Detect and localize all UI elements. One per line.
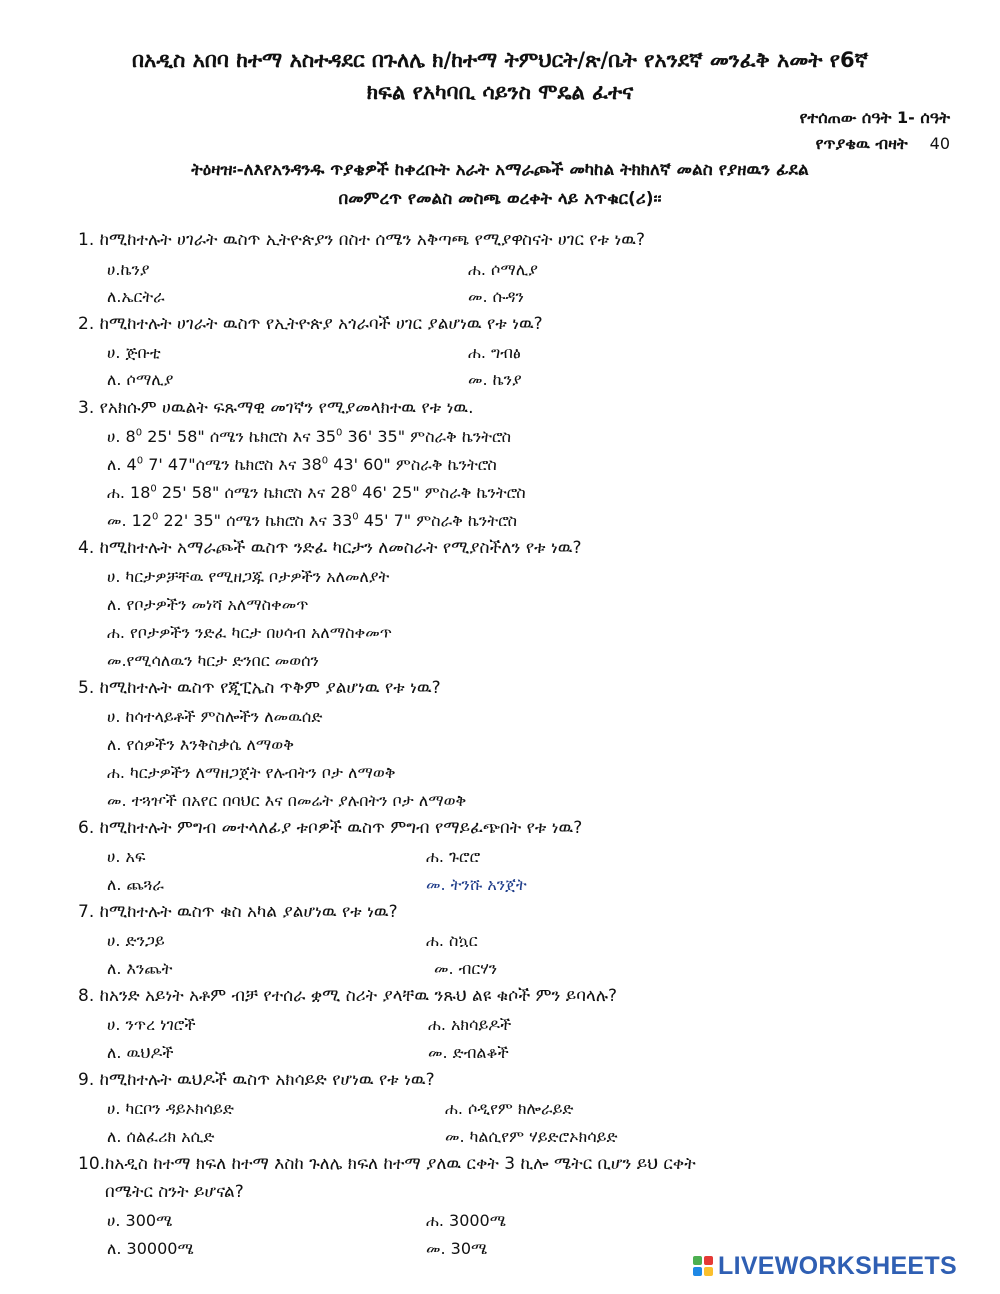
q1-option-c[interactable]: ሐ. ሶማሊያ <box>468 260 538 279</box>
q9-option-d[interactable]: መ. ካልሲየም ሃይድሮኦክሳይድ <box>445 1127 618 1146</box>
q10-option-c[interactable]: ሐ. 3000ሜ <box>426 1211 506 1230</box>
q3-c-part3: 46' 25" ምስራቅ ኬንትሮስ <box>357 483 526 502</box>
q8-option-b[interactable]: ለ. ዉህዶች <box>107 1043 174 1062</box>
instruction-line1: ትዕዛዝ፡-ለእየአንዳንዱ ጥያቄዎች ከቀረቡት አራት አማራጮች መካከል ትክክለኛ መልስ የያዘዉን ፊደል <box>191 160 809 180</box>
question-10: 10.ከአዲስ ከተማ ክፍለ ከተማ እስከ ጉለሌ ክፍለ ከተማ ያለዉ ርቀት 3 ኪሎ ሜትር ቢሆን ይህ ርቀት <box>78 1154 696 1174</box>
q10-option-a[interactable]: ሀ. 300ሜ <box>107 1211 173 1230</box>
q10-option-d[interactable]: መ. 30ሜ <box>426 1239 488 1258</box>
q3-c-part1: ሐ. 18 <box>107 483 151 502</box>
q4-option-a[interactable]: ሀ. ካርታዎቻቸዉ የሚዘጋጁ ቦታዎችን አለመለያት <box>107 567 390 586</box>
q3-d-part2: 22' 35" ሰሜን ኬክሮስ እና 33 <box>158 511 353 530</box>
instruction-line2: በመምረጥ የመልስ መስጫ ወረቀት ላይ አጥቁር(ሪ)፡፡ <box>338 189 662 209</box>
q3-option-c[interactable] <box>107 483 526 503</box>
q9-option-b[interactable]: ለ. ሰልፈሪክ አሲድ <box>107 1127 215 1146</box>
exam-title-line1: በአዲስ አበባ ከተማ አስተዳደር በጉለሌ ክ/ከተማ ትምህርት/ጽ/ቤት የአንደኛ መንፈቅ አመት የ6ኛ <box>131 48 869 72</box>
q3-a-part1: ሀ. 8 <box>107 427 136 446</box>
degree-sup: 0 <box>136 455 144 467</box>
degree-sup: 0 <box>350 483 358 495</box>
q1-option-d[interactable]: መ. ሱዳን <box>468 287 524 306</box>
degree-sup: 0 <box>336 427 343 439</box>
question-2: 2. ከሚከተሉት ሀገራት ዉስጥ የኢትዮጵያ አጎራባች ሀገር ያልሆነዉ የቱ ነዉ? <box>78 314 543 334</box>
question-count <box>816 134 950 154</box>
question-6: 6. ከሚከተሉት ምግብ መተላለፊያ ቱቦዎች ዉስጥ ምግብ የማይፈጭበት የቱ ነዉ? <box>78 818 583 838</box>
q7-option-b[interactable]: ለ. እንጨት <box>107 959 173 978</box>
question-count-value: 40 <box>929 134 950 153</box>
q6-option-c[interactable]: ሐ. ጉሮሮ <box>426 847 481 866</box>
liveworksheets-wordmark: LIVEWORKSHEETS <box>718 1251 957 1280</box>
q5-option-a[interactable]: ሀ. ከሳተላይቶች ምስሎችን ለመዉሰድ <box>107 707 323 726</box>
q3-b-part2: 7' 47"ሰሜን ኬክሮስ እና 38 <box>143 455 322 474</box>
q3-a-part3: 36' 35" ምስራቅ ኬንትሮስ <box>342 427 511 446</box>
q6-option-b[interactable]: ለ. ጨጓራ <box>107 875 164 894</box>
logo-square-icon <box>693 1267 702 1276</box>
q3-option-d[interactable] <box>107 511 517 531</box>
degree-sup: 0 <box>352 511 359 523</box>
q4-option-d[interactable]: መ.የሚሳለዉን ካርታ ድንበር መወሰን <box>107 651 319 670</box>
q3-b-part3: 43' 60" ምስራቅ ኬንትሮስ <box>328 455 497 474</box>
question-4: 4. ከሚከተሉት አማራጮች ዉስጥ ንድፈ ካርታን ለመስራት የሚያስችለን የቱ ነዉ? <box>78 538 582 558</box>
logo-square-icon <box>693 1256 702 1265</box>
exam-title-line2: ክፍል የአካባቢ ሳይንስ ሞዴል ፈተና <box>366 80 634 104</box>
logo-square-icon <box>704 1256 713 1265</box>
q5-option-c[interactable]: ሐ. ካርታዎችን ለማዘጋጀት የሉብትን ቦታ ለማወቅ <box>107 763 396 782</box>
q7-option-d[interactable]: መ. ብርሃን <box>434 959 498 978</box>
q3-option-a[interactable] <box>107 427 511 447</box>
question-8: 8. ከአንድ አይነት አቶም ብቻ የተሰራ ቋሚ ስሪት ያላቸዉ ንጹህ ልዩ ቁሶች ምን ይባላሉ? <box>78 986 618 1006</box>
question-7: 7. ከሚከተሉት ዉስጥ ቁስ አካል ያልሆነዉ የቱ ነዉ? <box>78 902 398 922</box>
q1-option-b[interactable]: ለ.ኤርትራ <box>107 287 165 306</box>
q2-option-a[interactable]: ሀ. ጅቡቲ <box>107 343 161 362</box>
q9-option-c[interactable]: ሐ. ሶዲየም ክሎራይድ <box>445 1099 574 1118</box>
question-1: 1. ከሚከተሉት ሀገራት ዉስጥ ኢትዮጵያን በስተ ሰሜን አቅጣጫ የሚያዋስናት ሀገር የቱ ነዉ? <box>78 230 645 250</box>
q5-option-d[interactable]: መ. ተጓዦች በአየር በባህር እና በመሬት ያሉበትን ቦታ ለማወቅ <box>107 791 467 810</box>
q3-option-b[interactable] <box>107 455 497 475</box>
q9-option-a[interactable]: ሀ. ካርቦን ዳይኦክሳይድ <box>107 1099 234 1118</box>
q3-d-part1: መ. 12 <box>107 511 152 530</box>
question-9: 9. ከሚከተሉት ዉህዶች ዉስጥ አክሳይድ የሆነዉ የቱ ነዉ? <box>78 1070 435 1090</box>
q5-option-b[interactable]: ለ. የሰዎችን እንቅስቃሴ ለማወቅ <box>107 735 294 754</box>
q8-option-a[interactable]: ሀ. ንጥረ ነገሮች <box>107 1015 196 1034</box>
question-10-line2: በሜትር ስንት ይሆናል? <box>105 1182 244 1202</box>
q4-option-b[interactable]: ለ. የቦታዎችን መነሻ አለማስቀመጥ <box>107 595 309 614</box>
time-allowed: የተሰጠው ሰዓት 1- ሰዓት <box>799 108 950 127</box>
q3-d-part3: 45' 7" ምስራቅ ኬንትሮስ <box>358 511 518 530</box>
question-3: 3. የአክሱም ሀዉልት ፍጹማዊ መገኛን የሚያመላክተዉ የቱ ነዉ. <box>78 398 474 418</box>
degree-sup: 0 <box>152 511 159 523</box>
degree-sup: 0 <box>321 455 329 467</box>
question-5: 5. ከሚከተሉት ዉስጥ የጂፒኤስ ጥቅም ያልሆነዉ የቱ ነዉ? <box>78 678 441 698</box>
q3-a-part2: 25' 58" ሰሜን ኬክሮስ እና 35 <box>142 427 337 446</box>
logo-square-icon <box>704 1267 713 1276</box>
q3-b-part1: ለ. 4 <box>107 455 137 474</box>
q1-option-a[interactable]: ሀ.ኬንያ <box>107 260 150 279</box>
q6-option-d-selected[interactable]: መ. ትንሹ አንጀት <box>426 875 527 894</box>
q7-option-c[interactable]: ሐ. ስኳር <box>426 931 478 950</box>
q2-option-c[interactable]: ሐ. ግብፅ <box>468 343 521 362</box>
degree-sup: 0 <box>135 427 143 439</box>
q3-c-part2: 25' 58" ሰሜን ኬክሮስ እና 28 <box>156 483 351 502</box>
q8-option-c[interactable]: ሐ. አክሳይዶች <box>428 1015 512 1034</box>
question-count-label: የጥያቄዉ ብዛት <box>815 134 908 153</box>
liveworksheets-icon <box>693 1256 713 1276</box>
degree-sup: 0 <box>150 483 157 495</box>
liveworksheets-logo <box>693 1252 957 1280</box>
q2-option-b[interactable]: ለ. ሶማሊያ <box>107 370 174 389</box>
q7-option-a[interactable]: ሀ. ድንጋይ <box>107 931 165 950</box>
q4-option-c[interactable]: ሐ. የቦታዎችን ንድፈ ካርታ በሀሳብ አለማስቀመጥ <box>107 623 392 642</box>
q8-option-d[interactable]: መ. ድብልቆች <box>428 1043 509 1062</box>
q10-option-b[interactable]: ለ. 30000ሜ <box>107 1239 194 1258</box>
q2-option-d[interactable]: መ. ኬንያ <box>468 370 522 389</box>
q6-option-a[interactable]: ሀ. አፍ <box>107 847 146 866</box>
